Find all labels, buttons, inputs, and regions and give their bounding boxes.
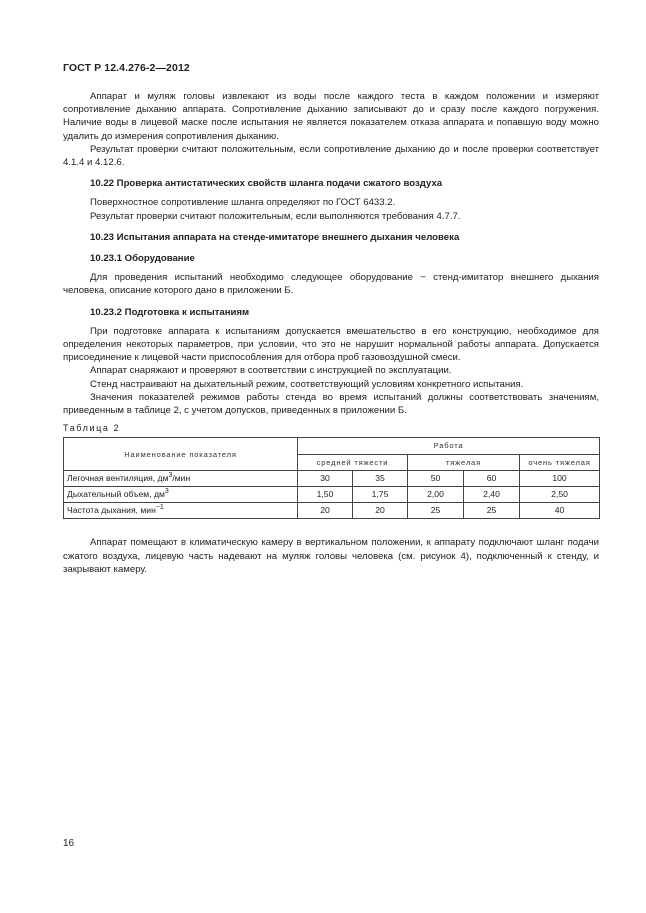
table-cell: 2,40	[464, 487, 520, 503]
paragraph: Результат проверки считают положительным, если сопротивление дыханию до и после проверки соответствует 4.1.4 и 4.12.6.	[63, 143, 599, 169]
table-caption: Таблица 2	[63, 423, 121, 434]
table-2	[63, 437, 600, 519]
table-cell: 1,75	[353, 487, 408, 503]
section-heading-10-23-1: 10.23.1 Оборудование	[90, 253, 195, 265]
row-label: Дыхательный объем, $дм^3$	[64, 487, 298, 503]
paragraph: Результат проверки считают положительным, если выполняются требования 4.7.7.	[90, 210, 461, 222]
table-cell: 2,50	[520, 487, 600, 503]
document-body	[63, 90, 599, 576]
row-label: Частота дыхания, мин$^{-1}$	[64, 503, 298, 519]
page-number: 16	[63, 838, 75, 849]
table-cell: 50	[408, 470, 464, 486]
paragraph: Аппарат помещают в климатическую камеру в вертикальном положении, к аппарату подключают шланг подачи сжатого воздуха, лицевую часть надевают на муляж головы человека (см. рисунок 4), подключенный к стенду, и закрывают камеру.	[63, 537, 599, 575]
table-cell: 60	[464, 470, 520, 486]
table-cell: 40	[520, 503, 600, 519]
paragraph: Стенд настраивают на дыхательный режим, соответствующий условиям конкретного испытания.	[90, 378, 524, 390]
header-heavy: тяжелая	[408, 454, 520, 470]
paragraph: Аппарат снаряжают и проверяют в соответствии с инструкцией по эксплуатации.	[90, 365, 452, 377]
header-parameter: Наименование показателя	[64, 438, 298, 470]
document-header: ГОСТ Р 12.4.276-2—2012	[63, 62, 190, 74]
table-cell: 35	[353, 470, 408, 486]
table-row	[64, 503, 600, 519]
table-cell: 30	[298, 470, 353, 486]
section-heading-10-22: 10.22 Проверка антистатических свойств шланга подачи сжатого воздуха	[90, 178, 443, 190]
header-work: Работа	[298, 438, 600, 454]
table-cell: 100	[520, 470, 600, 486]
header-medium: средней тяжести	[298, 454, 408, 470]
paragraph: Для проведения испытаний необходимо следующее оборудование − стенд-имитатор внешнего дыхания человека, описание которого дано в приложении Б.	[63, 272, 599, 297]
header-very-heavy: очень тяжелая	[520, 454, 600, 470]
paragraph: При подготовке аппарата к испытаниям допускается вмешательство в его конструкцию, необходимое для определения некоторых параметров, при условии, что это не нарушит нормальной работы аппарата. Допускается присоединение к лицевой части приспособления для отбора проб газовоздушной смеси.	[63, 325, 599, 364]
table-cell: 2,00	[408, 487, 464, 503]
table-row	[64, 470, 600, 486]
table-cell: 20	[353, 503, 408, 519]
paragraph: Поверхностное сопротивление шланга определяют по ГОСТ 6433.2.	[90, 197, 396, 209]
table-cell: 20	[298, 503, 353, 519]
paragraph: Значения показателей режимов работы стенда во время испытаний должны соответствовать значениям, приведенным в таблице 2, с учетом допусков, приведенных в приложении Б.	[63, 391, 599, 417]
row-label: Легочная вентиляция, $дм^3$/мин	[64, 470, 298, 486]
section-heading-10-23: 10.23 Испытания аппарата на стенде-имитаторе внешнего дыхания человека	[90, 231, 460, 243]
section-heading-10-23-2: 10.23.2 Подготовка к испытаниям	[90, 306, 250, 318]
table-header-row	[64, 438, 600, 454]
paragraph: Аппарат и муляж головы извлекают из воды после каждого теста в каждом положении и измеряют сопротивление дыханию аппарата. Сопротивление дыханию записывают до и сразу после каждого погружения. Наличие воды в лицевой маске после испытания не является показателем отказа аппарата и попавшую воду можно удалить до измерения сопротивления дыханию.	[63, 91, 599, 142]
table-cell: 1,50	[298, 487, 353, 503]
table-row	[64, 487, 600, 503]
table-cell: 25	[464, 503, 520, 519]
table-cell: 25	[408, 503, 464, 519]
